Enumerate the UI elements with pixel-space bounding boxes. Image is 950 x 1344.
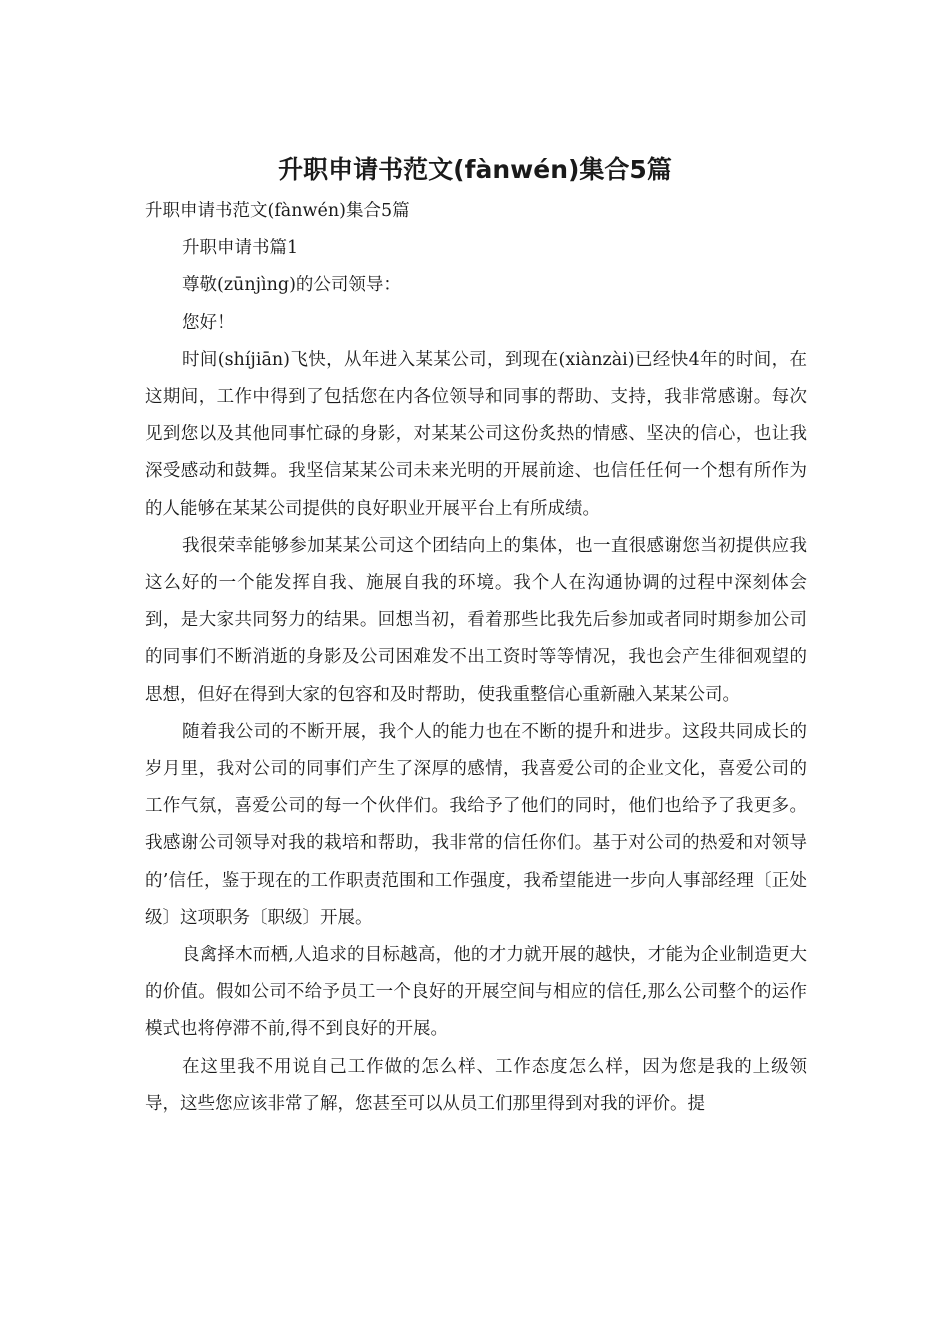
document-subtitle: 升职申请书范文(fànwén)集合5篇: [145, 201, 410, 221]
paragraph: 在这里我不用说自己工作做的怎么样、工作态度怎么样，因为您是我的上级领导，这些您应该非常了解，您甚至可以从员工们那里得到对我的评价。提: [145, 1056, 807, 1114]
paragraph: 随着我公司的不断开展，我个人的能力也在不断的提升和进步。这段共同成长的岁月里，我对公司的同事们产生了深厚的感情，我喜爱公司的企业文化，喜爱公司的工作气氛，喜爱公司的每一个伙伴们。我给予了他们的同时，他们也给予了我更多。我感谢公司领导对我的栽培和帮助，我非常的信任你们。基于对公司的热爱和对领导的’信任，鉴于现在的工作职责范围和工作强度，我希望能进一步向人事部经理〔正处级〕这项职务〔职级〕开展。: [145, 721, 807, 928]
paragraph: 时间(shíjiān)飞快，从年进入某某公司，到现在(xiànzài)已经快4年的时间，在这期间，工作中得到了包括您在内各位领导和同事的帮助、支持，我非常感谢。每次见到您以及其他同事忙碌的身影，对某某公司这份炙热的情感、坚决的信心，也让我深受感动和鼓舞。我坚信某某公司未来光明的开展前途、也信任任何一个想有所作为的人能够在某某公司提供的良好职业开展平台上有所成绩。: [145, 349, 807, 519]
document-body: [145, 193, 807, 1123]
paragraph: 我很荣幸能够参加某某公司这个团结向上的集体，也一直很感谢您当初提供应我这么好的一个能发挥自我、施展自我的环境。我个人在沟通协调的过程中深刻体会到，是大家共同努力的结果。回想当初，看着那些比我先后参加或者同时期参加公司的同事们不断消逝的身影及公司困难发不出工资时等等情况，我也会产生徘徊观望的思想，但好在得到大家的包容和及时帮助，使我重整信心重新融入某某公司。: [145, 535, 807, 705]
document-title: 升职申请书范文(fànwén)集合5篇: [278, 155, 672, 184]
section-heading: 升职申请书篇1: [182, 238, 299, 259]
paragraph: 良禽择木而栖,人追求的目标越高，他的才力就开展的越快，才能为企业制造更大的价值。假如公司不给予员工一个良好的开展空间与相应的信任,那么公司整个的运作模式也将停滞不前,得不到良好的开展。: [145, 945, 807, 1040]
greeting: 您好！: [182, 312, 235, 333]
salutation: 尊敬(zūnjìng)的公司领导：: [182, 275, 401, 296]
